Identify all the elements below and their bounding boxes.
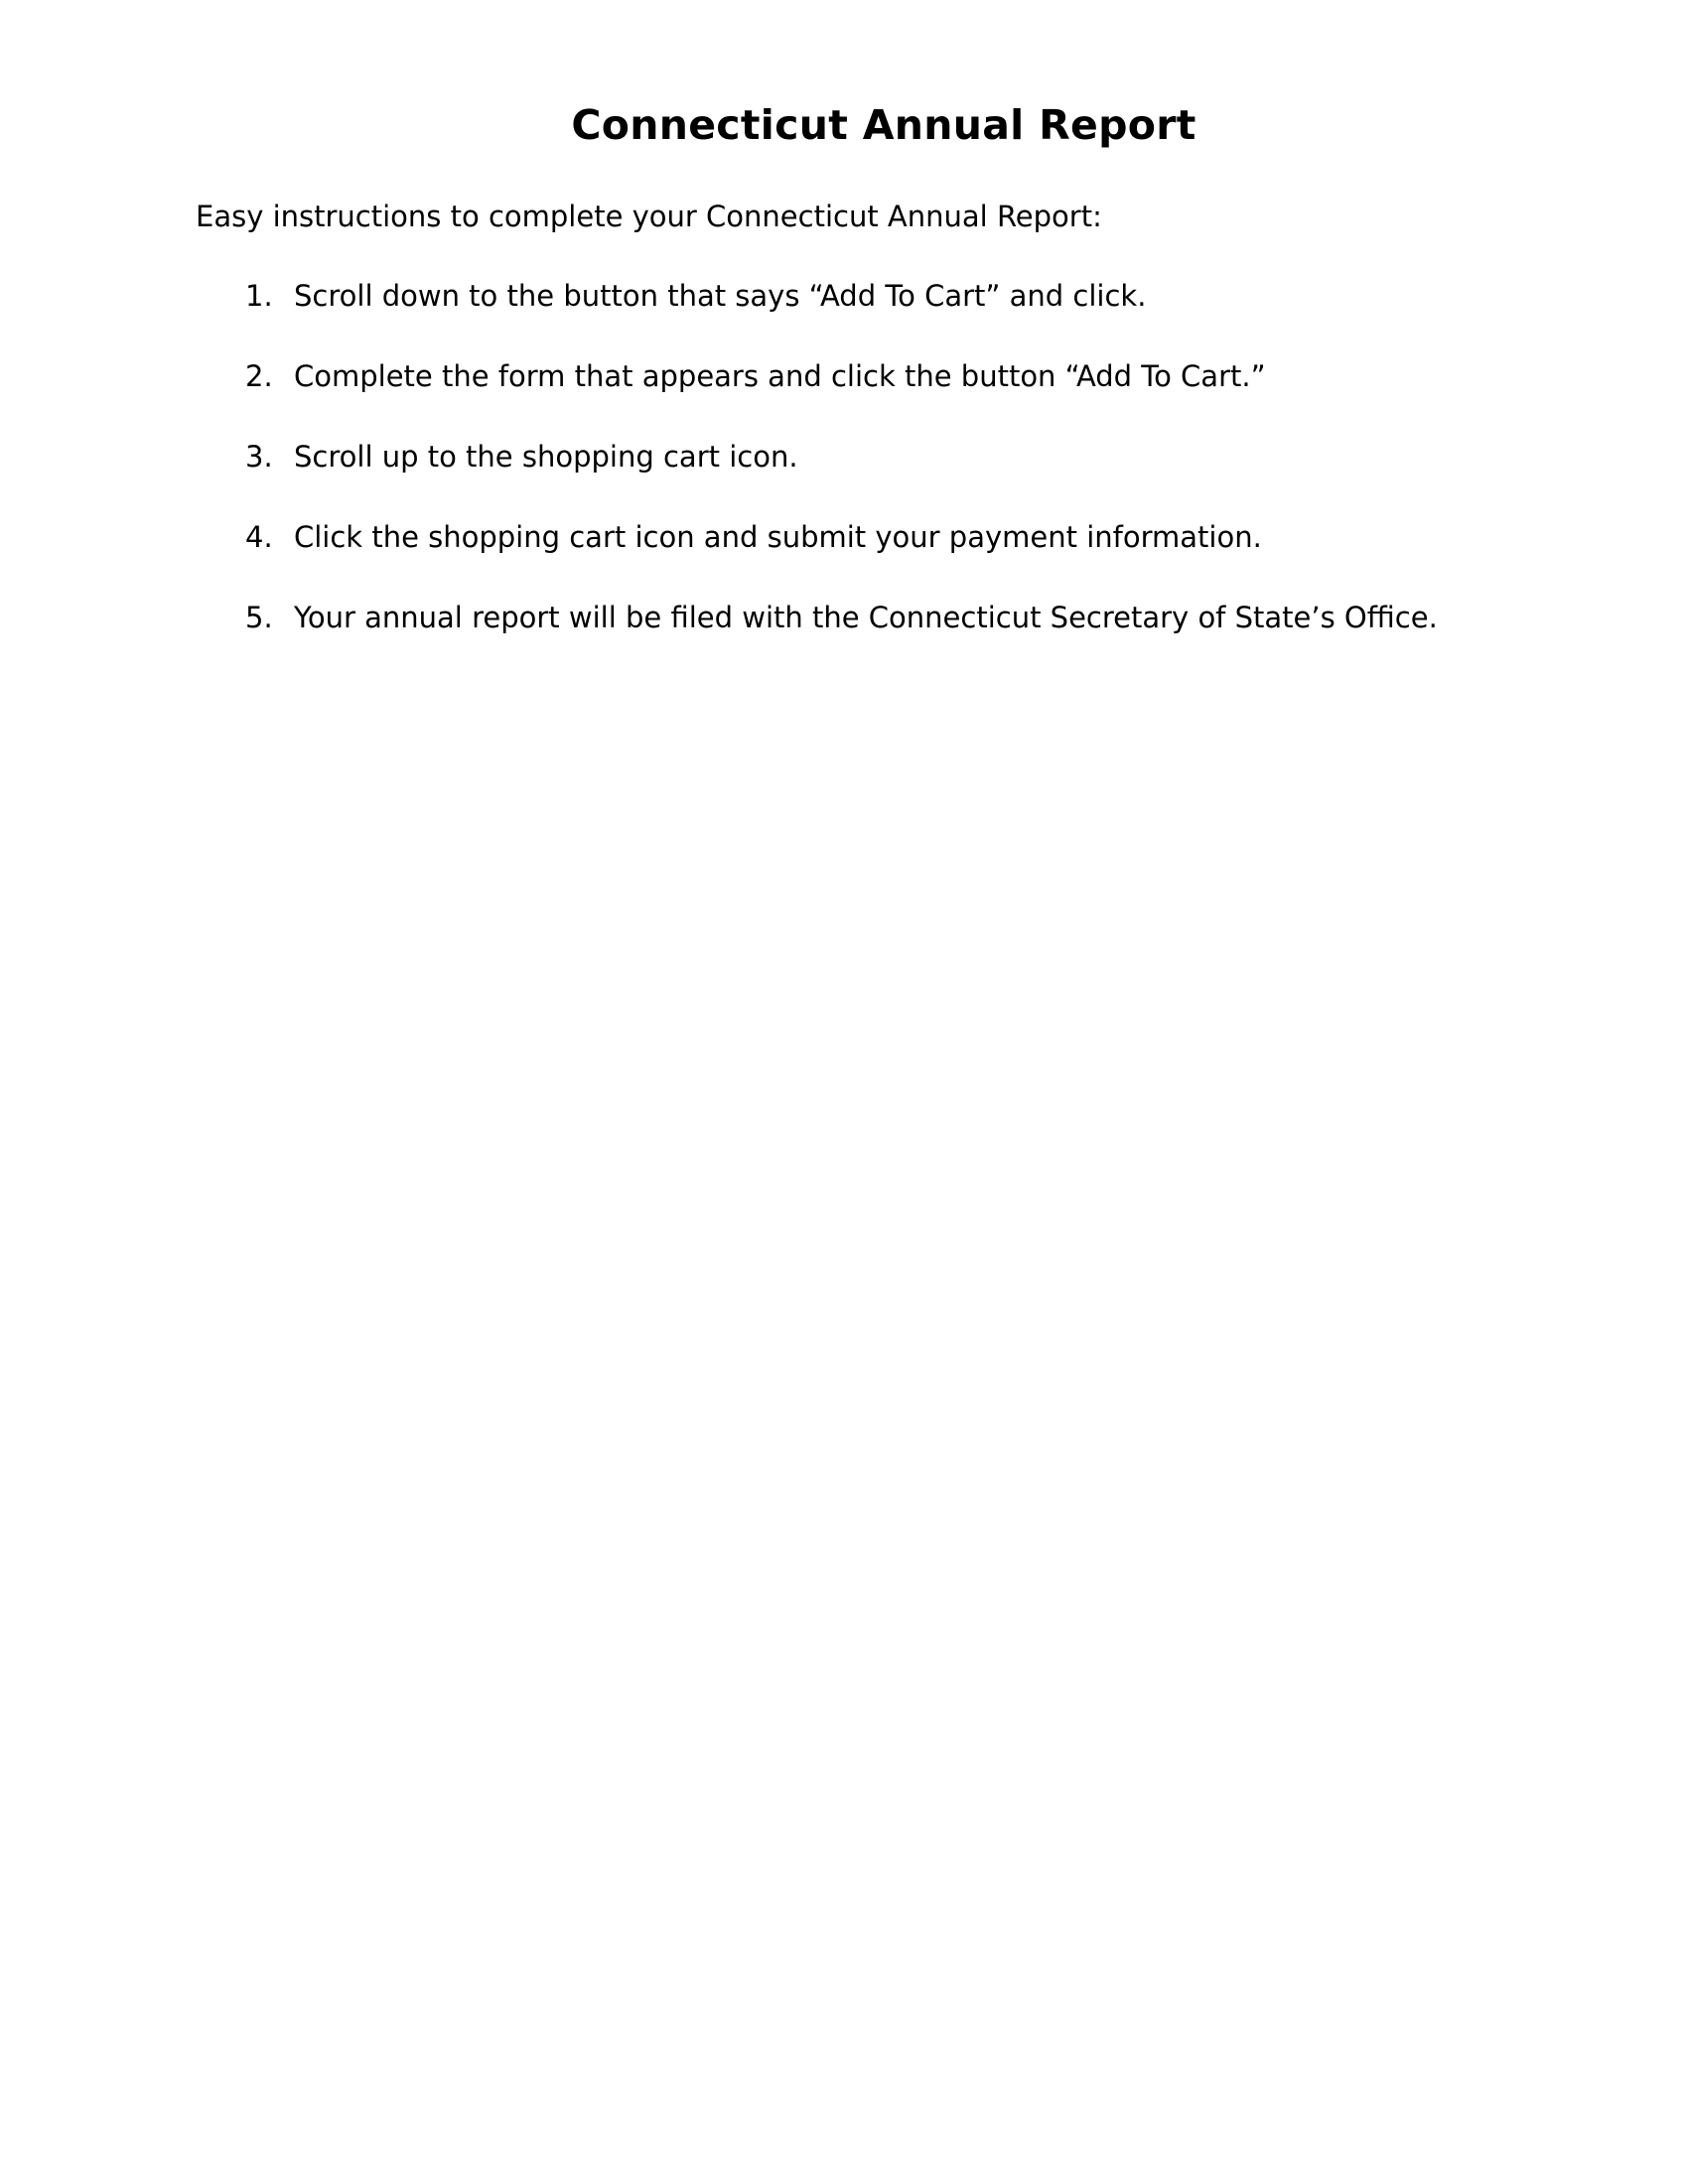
step-text: Scroll up to the shopping cart icon.: [294, 440, 798, 474]
step-number: 5.: [245, 601, 273, 634]
step-text: Scroll down to the button that says “Add To Cart” and click.: [294, 279, 1147, 313]
step-text: Complete the form that appears and click the button “Add To Cart.”: [294, 359, 1266, 393]
step-text: Click the shopping cart icon and submit your payment information.: [294, 520, 1262, 554]
step-number: 1.: [245, 279, 273, 313]
step-number: 4.: [245, 520, 273, 554]
step-number: 3.: [245, 440, 273, 474]
step-text: Your annual report will be filed with the Connecticut Secretary of State’s Office.: [294, 601, 1438, 634]
page-title: Connecticut Annual Report: [571, 101, 1196, 149]
step-number: 2.: [245, 359, 273, 393]
intro-text: Easy instructions to complete your Connecticut Annual Report:: [196, 200, 1102, 233]
